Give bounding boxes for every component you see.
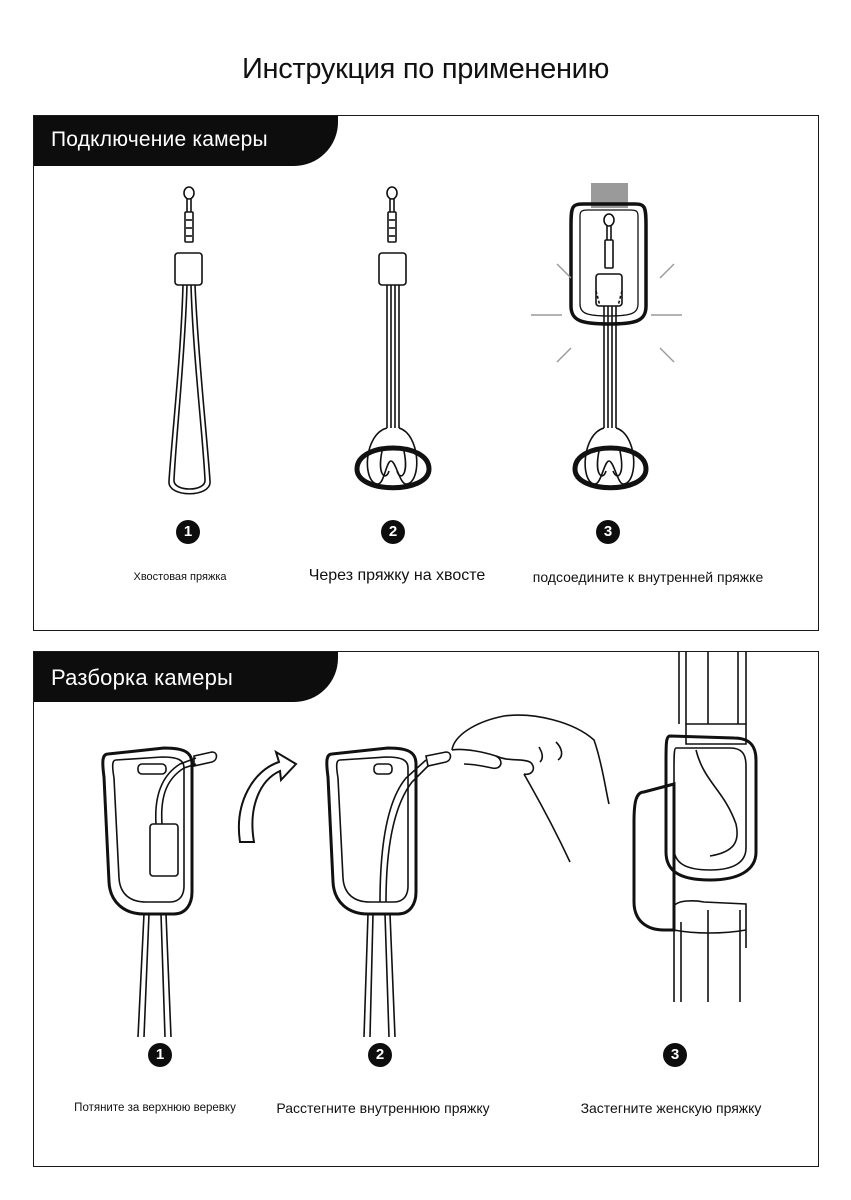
section-disassemble-camera xyxy=(33,651,819,1167)
strap-through-buckle-illustration xyxy=(357,187,429,488)
connect-illustrations xyxy=(34,116,818,630)
section-heading: Подключение камеры xyxy=(51,128,268,151)
curved-arrow-icon xyxy=(239,752,296,842)
step-caption: подсоедините к внутренней пряжке xyxy=(532,569,764,585)
disassemble-illustrations xyxy=(34,652,818,1166)
step-number-badge: 3 xyxy=(663,1043,687,1067)
tail-strap-illustration xyxy=(169,187,210,494)
step-caption: Хвостовая пряжка xyxy=(133,571,227,583)
hand-icon xyxy=(452,715,609,804)
step-caption: Через пряжку на хвосте xyxy=(308,567,486,584)
step-number-badge: 1 xyxy=(176,520,200,544)
unbuckle-illustration xyxy=(327,715,609,1037)
page-title: Инструкция по применению xyxy=(241,53,610,86)
pull-rope-illustration xyxy=(103,748,296,1037)
section-heading: Разборка камеры xyxy=(51,665,234,690)
step-number-badge: 1 xyxy=(148,1043,172,1067)
female-buckle-illustration xyxy=(634,652,756,1002)
motion-lines-icon xyxy=(531,264,682,362)
step-caption: Расстегните внутреннюю пряжку xyxy=(276,1100,490,1116)
step-caption: Потяните за верхнюю веревку xyxy=(74,1102,236,1114)
step-number-badge: 2 xyxy=(381,520,405,544)
step-number-badge: 3 xyxy=(596,520,620,544)
step-number-badge: 2 xyxy=(368,1043,392,1067)
step-caption: Застегните женскую пряжку xyxy=(580,1100,762,1116)
section-connect-camera xyxy=(33,115,819,631)
inner-buckle-illustration xyxy=(531,183,682,488)
